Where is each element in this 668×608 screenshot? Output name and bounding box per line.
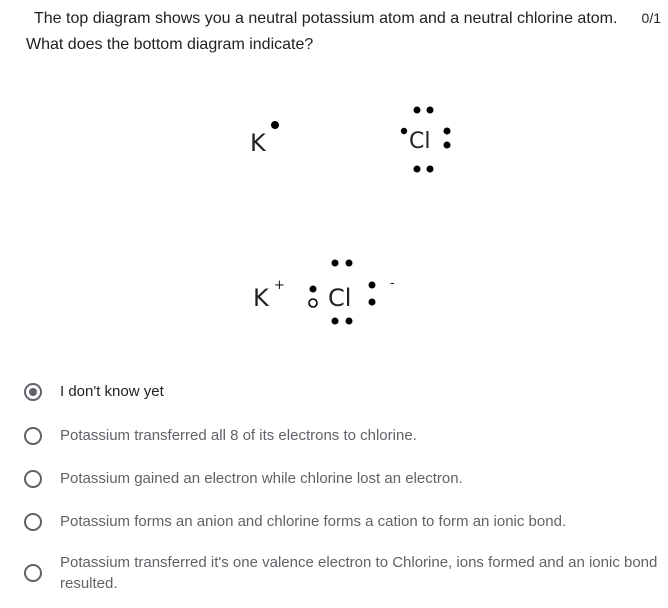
answer-option-label: Potassium transferred it's one valence electron to Chlorine, ions formed and an ionic bond resulted. [60, 554, 658, 592]
question-text-content: The top diagram shows you a neutral potassium atom and a neutral chlorine atom. What does the bottom diagram indicate? [26, 10, 618, 53]
bottom-cl-symbol: Cl [328, 284, 352, 312]
top-cl-electron [444, 142, 451, 149]
answer-option[interactable] [24, 468, 664, 489]
radio[interactable] [24, 427, 42, 445]
top-cl-symbol: Cl [409, 129, 431, 154]
bottom-cl-electron [369, 299, 376, 306]
score-badge: 0/1 [641, 10, 661, 26]
top-cl-electron [427, 107, 434, 114]
radio[interactable] [24, 564, 42, 582]
answer-option-label: I don't know yet [60, 383, 164, 400]
bottom-k-symbol: K [253, 284, 269, 312]
answer-option[interactable] [24, 511, 664, 532]
top-cl-electron [414, 107, 421, 114]
top-cl-electron [444, 128, 451, 135]
bottom-cl-electron [346, 260, 353, 267]
radio-selected[interactable] [24, 383, 42, 401]
top-cl-electron [427, 166, 434, 173]
answer-option[interactable] [24, 552, 664, 594]
answer-option[interactable] [24, 381, 664, 402]
top-cl-electron [414, 166, 421, 173]
bottom-cl-electron [346, 318, 353, 325]
bottom-cl-transferred-electron [309, 299, 317, 307]
bottom-cl-electron [332, 318, 339, 325]
radio[interactable] [24, 470, 42, 488]
bottom-cl-electron [332, 260, 339, 267]
bottom-cl-charge: - [390, 276, 395, 291]
question-text [26, 6, 626, 58]
answer-option-label: Potassium gained an electron while chlorine lost an electron. [60, 470, 463, 487]
bottom-k-charge: + [274, 278, 285, 293]
bottom-cl-electron [369, 282, 376, 289]
top-k-symbol: K [250, 129, 266, 157]
answer-option[interactable] [24, 425, 664, 446]
answer-option-label: Potassium transferred all 8 of its electrons to chlorine. [60, 427, 417, 444]
top-k-valence-electron [271, 121, 279, 129]
answer-option-label: Potassium forms an anion and chlorine forms a cation to form an ionic bond. [60, 513, 567, 530]
radio[interactable] [24, 513, 42, 531]
bottom-cl-electron [310, 286, 317, 293]
top-cl-electron [401, 128, 407, 134]
